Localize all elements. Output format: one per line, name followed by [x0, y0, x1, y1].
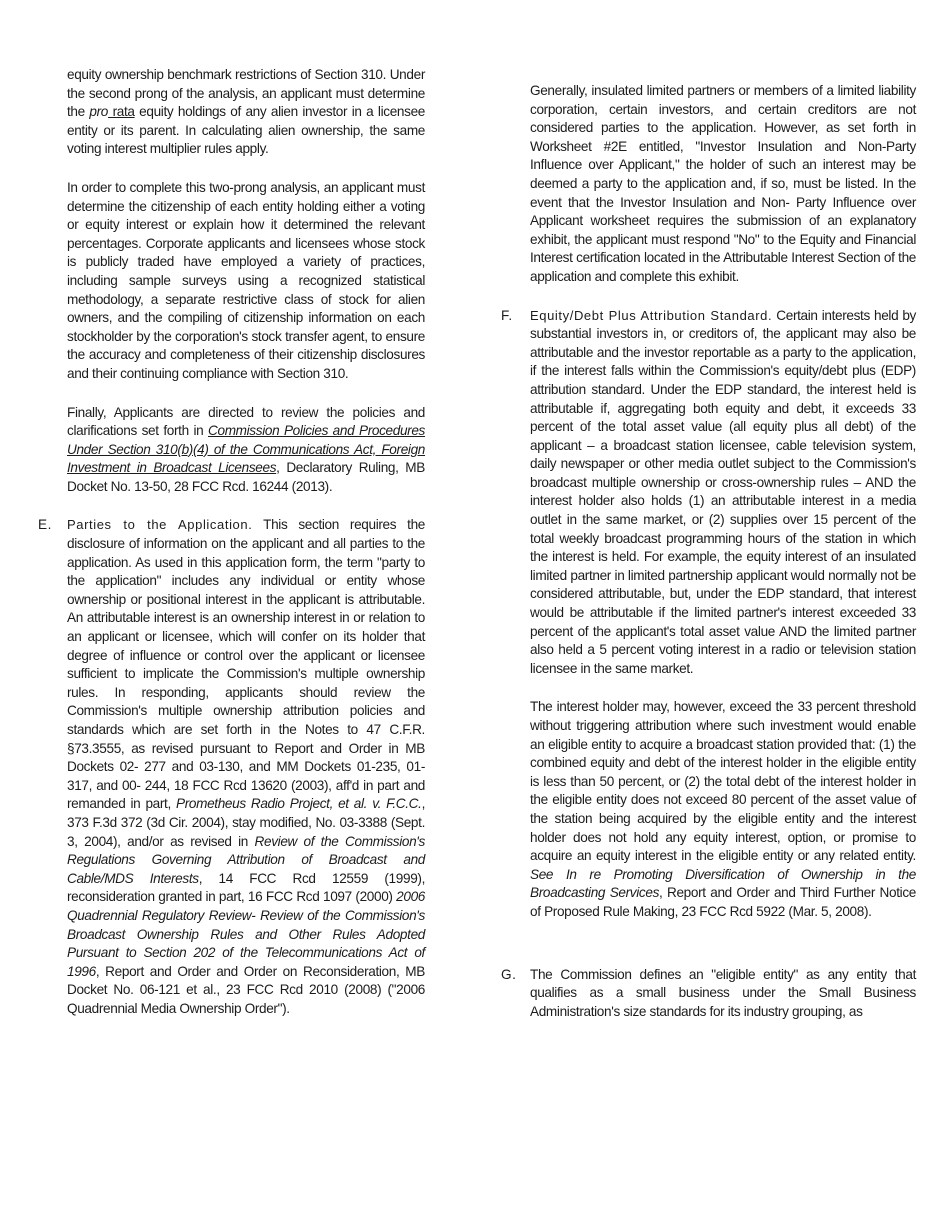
section-g — [501, 966, 916, 1022]
section-f-text — [530, 307, 916, 679]
citation-title: Commission Policies and Procedures Under Section 310(b)(4) of the Communications Act, Foreign Investment in Broadcast Licensees — [67, 423, 426, 476]
text-run: Finally, Applicants are directed to review the policies and clarifications set forth in — [67, 404, 425, 439]
paragraph-threshold-exception — [530, 698, 916, 921]
text-run-italic: pro — [89, 104, 109, 120]
section-e-text — [67, 516, 425, 1018]
text-run: , Report and Order and Third Further Notice of Proposed Rule Making, 23 FCC Rcd 5922 (Mar. 5, 2008). — [530, 885, 916, 919]
citation-title: Prometheus Radio Project, et al. v. F.C.C. — [176, 796, 422, 812]
citation-title: 2006 Quadrennial Regulatory Review- Review of the Commission's Broadcast Ownership Rules and Other Rules Adopted Pursuant to Section 202 of the Telecommunications Act of 1996 — [67, 889, 425, 979]
text-run: The interest holder may, however, exceed the 33 percent threshold without triggering attribution where such investment would enable an eligible entity to acquire a broadcast station provided that: (1) the combined equity and debt of the interest holder in the eligible entity is less than 50 percent, or (2) the total debt of the interest holder in the eligible entity does not exceed 80 percent of the asset value of the station being acquired by the eligible entity and the interest holder does not hold any equity interest, option, or promise to acquire an equity interest in the eligible entity or any related entity. — [530, 699, 916, 864]
section-heading: Parties to the Application. — [67, 517, 253, 533]
text-run: , Declaratory Ruling, MB Docket No. 13-50, 28 FCC Rcd. 16244 (2013). — [67, 460, 425, 494]
right-column — [501, 82, 916, 1021]
text-run-underlined: rata — [108, 104, 135, 120]
text-run: This section requires the disclosure of information on the applicant and all parties to the application. As used in this application form, the term "party to the application" includes any individual or entity whose ownership or positional interest in the applicant is attributable. An attributable interest is an ownership interest in or relation to an applicant or licensee, which will confer on its holder that degree of influence or control over the applicant or licensee sufficient to implicate the Commission's multiple ownership rules. In responding, applicants should review the Commission's multiple ownership attribution policies and standards which are set forth in the Notes to 47 C.F.R. §73.3555, as revised pursuant to Report and Order in MB Dockets 02- 277 and 03-130, and MM Dockets 01-235, 01-317, and 00- 244, 18 FCC Rcd 13620 (2003), aff'd in part and remanded in part, — [67, 517, 425, 812]
citation-title: See In re Promoting Diversification of Ownership in the Broadcasting Services — [530, 866, 916, 901]
section-marker: E. — [38, 517, 53, 533]
text-run: , 373 F.3d 372 (3d Cir. 2004), stay modified, No. 03-3388 (Sept. 3, 2004), and/or as revised in — [67, 796, 425, 849]
paragraph-two-prong-analysis: In order to complete this two-prong analysis, an applicant must determine the citizenship of each entity holding either a voting or equity interest or explain how it determined the relevant percentages. Corporate applicants and licensees whose stock is publicly traded have employed a variety of practices, including sample surveys using a recognized statistical methodology, a separate restrictive class of stock for alien owners, and the compiling of citizenship information on each stockholder by the corporation's stock transfer agent, to ensure the accuracy and completeness of their citizenship disclosures and their continuing compliance with Section 310. — [67, 179, 425, 381]
section-heading: Equity/Debt Plus Attribution Standard. — [530, 307, 773, 323]
section-f — [501, 307, 916, 679]
paragraph-alien-ownership — [67, 66, 425, 159]
section-marker: G. — [501, 966, 517, 982]
text-run: Certain interests held by substantial investors in, or creditors of, the applicant may also be attributable and the investor reportable as a party to the application, if the interest falls within the Commission's equity/debt plus (EDP) attribution standard. Under the EDP standard, the interest held is attributable if, aggregating both equity and debt, it exceeds 33 percent of the total asset value (all equity plus all debt) of the applicant – a broadcast station licensee, cable television system, daily newspaper or other media outlet subject to the Commission's broadcast multiple ownership or cross-ownership rules – AND the interest holder also holds (1) an attributable interest in a media outlet in the same market, or (2) supplies over 15 percent of the total weekly broadcast programming hours of the station in which the interest is held. For example, the equity interest of an insulated limited partner in limited partnership applicant would normally not be considered attributable, but, under the EDP standard, that interest would be attributable if the limited partner's interest exceeded 33 percent of the applicant's total asset value AND the limited partner also held a 5 percent voting interest in a radio or television station licensee in the same market. — [530, 307, 916, 676]
text-run: , Report and Order and Order on Reconsideration, MB Docket No. 06-121 et al., 23 FCC Rcd 2010 (2008) ("2006 Quadrennial Media Ownership Order"). — [67, 963, 425, 1016]
left-column — [38, 66, 426, 1019]
section-marker: F. — [501, 307, 513, 323]
text-run: equity holdings of any alien investor in a licensee entity or its parent. In calculating alien ownership, the same voting interest multiplier rules apply. — [67, 104, 425, 157]
section-g-text: The Commission defines an "eligible entity" as any entity that qualifies as a small business under the Small Business Administration's size standards for its industry grouping, as — [530, 966, 916, 1019]
text-run: equity ownership benchmark restrictions of Section 310. Under the second prong of the analysis, an applicant must determine the — [67, 67, 425, 120]
paragraph-policies-reference — [67, 404, 425, 497]
text-run: , 14 FCC Rcd 12559 (1999), reconsideration granted in part, 16 FCC Rcd 1097 (2000) — [67, 870, 426, 905]
citation-title: Review of the Commission's Regulations Governing Attribution of Broadcast and Cable/MDS Interests — [67, 833, 425, 886]
section-e — [38, 516, 426, 1018]
paragraph-insulated-partners: Generally, insulated limited partners or members of a limited liability corporation, certain investors, and certain creditors are not considered parties to the application. However, as set forth in Worksheet #2E entitled, "Investor Insulation and Non-Party Influence over Applicant," the holder of such an interest may be deemed a party to the application and, if so, must be listed. In the event that the Investor Insulation and Non- Party Influence over Applicant worksheet requires the submission of an explanatory exhibit, the applicant must respond "No" to the Equity and Financial Interest certification located in the Attributable Interest Section of the application and complete this exhibit. — [530, 83, 916, 284]
